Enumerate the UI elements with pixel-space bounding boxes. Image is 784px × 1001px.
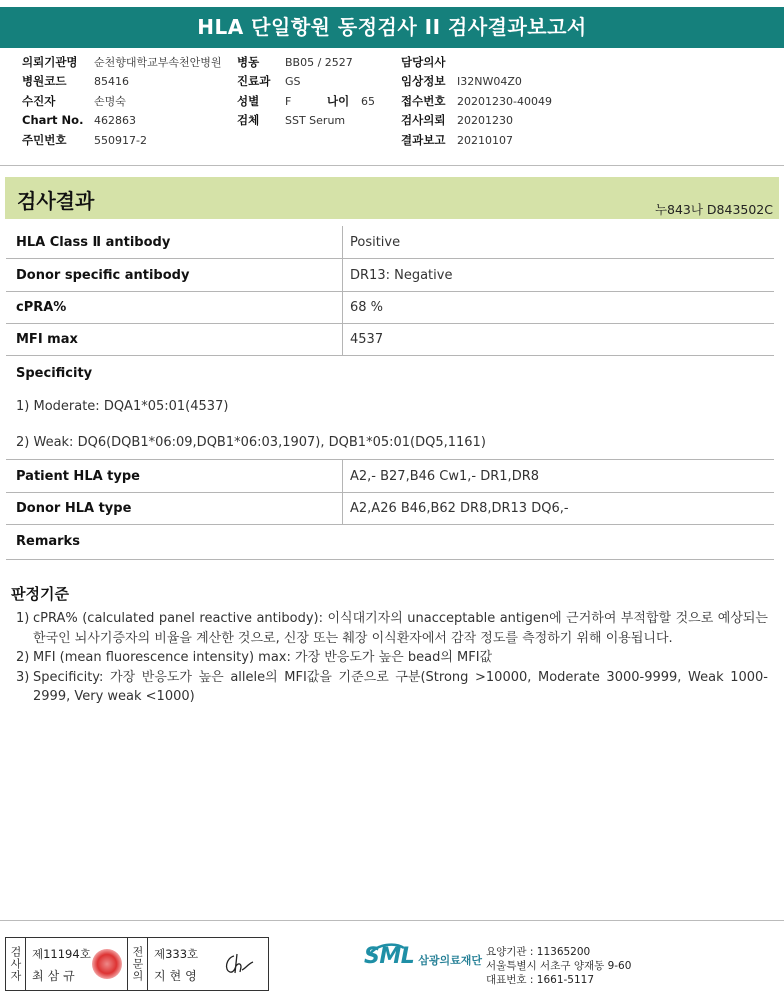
result-section-code: 누843나 D843502C <box>654 202 773 217</box>
sml-logo <box>364 944 482 969</box>
value-patient: 손명숙 <box>94 94 126 108</box>
value-dept: GS <box>285 75 301 89</box>
value-sex: F <box>285 94 292 108</box>
examiner-cell <box>26 938 128 990</box>
patient-info-right <box>401 53 552 150</box>
criteria-text: cPRA% (calculated panel reactive antibody): 이식대기자의 unacceptable antigen에 근거하여 부적합할 것으로 예상되는 한국인 뇌사기증자의 비율을 계산한 것으로, 신장 또는 췌장 이식환자에서 감작 정도를 측정하기 위해 이용됩니다. <box>33 611 768 646</box>
patient-info-left <box>22 53 222 150</box>
criteria-item <box>16 609 768 648</box>
value-request-date: 20201230 <box>457 114 513 128</box>
result-row-patient-hla <box>6 460 774 493</box>
specialist-id: 제333호 <box>154 947 199 961</box>
result-value: 4537 <box>350 332 384 347</box>
specificity-label: Specificity <box>16 366 93 381</box>
care-institution: 요양기관 : 11365200 <box>486 946 591 958</box>
label-doctor: 담당의사 <box>401 55 446 69</box>
value-receipt-no: 20201230-40049 <box>457 94 552 108</box>
result-label: MFI max <box>6 324 343 355</box>
value-age: 65 <box>361 94 375 108</box>
result-row-class2 <box>6 226 774 259</box>
result-value: Positive <box>350 234 401 250</box>
result-row-mfi <box>6 324 774 356</box>
value-ward: BB05 / 2527 <box>285 56 353 69</box>
specialist-name: 지현영 <box>154 969 201 983</box>
examiner-id: 제11194호 <box>32 947 91 961</box>
result-value: A2,- B27,B46 Cw1,- DR1,DR8 <box>350 468 540 484</box>
result-label: Patient HLA type <box>6 460 343 492</box>
report-title: HLA 단일항원 동정검사 II 검사결과보고서 <box>0 7 784 48</box>
value-institution: 순천향대학교부속천안병원 <box>94 56 222 69</box>
criteria-item <box>16 668 768 707</box>
value-hospital-code: 85416 <box>94 75 129 89</box>
result-row-specificity <box>6 356 774 460</box>
label-sex: 성별 <box>237 93 260 108</box>
patient-info-middle <box>237 53 375 131</box>
label-chart-no: Chart No. <box>22 113 84 128</box>
result-value: 68 % <box>350 300 384 315</box>
label-ward: 병동 <box>237 55 260 69</box>
value-report-date: 20210107 <box>457 133 513 147</box>
result-row-cpra <box>6 292 774 324</box>
result-value: DR13: Negative <box>350 267 453 283</box>
footer-divider <box>0 920 784 921</box>
label-patient: 수진자 <box>22 93 56 108</box>
logo-org-name: 삼광의료재단 <box>418 953 483 967</box>
signature-icon <box>222 952 256 976</box>
label-clinical-info: 임상정보 <box>401 74 446 89</box>
label-request-date: 검사의뢰 <box>401 113 446 128</box>
seal-stamp-icon <box>92 949 122 979</box>
logo-text: SML <box>364 944 415 969</box>
value-chart-no: 462863 <box>94 114 136 128</box>
examiner-label: 검사자 <box>6 938 26 990</box>
divider <box>0 165 784 166</box>
label-dept: 진료과 <box>237 74 271 89</box>
result-table <box>6 226 774 560</box>
label-resident-no: 주민번호 <box>22 132 67 147</box>
signature-box <box>5 937 269 991</box>
result-value: A2,A26 B46,B62 DR8,DR13 DQ6,- <box>350 501 569 516</box>
label-specimen: 검체 <box>237 113 260 128</box>
specificity-line-2: 2) Weak: DQ6(DQB1*06:09,DQB1*06:03,1907), DQB1*05:01(DQ5,1161) <box>16 435 486 450</box>
result-row-dsa <box>6 259 774 292</box>
address: 서울특별시 서초구 양재동 9-60 <box>486 960 632 972</box>
criteria-item <box>16 648 768 668</box>
criteria-list <box>16 609 768 707</box>
value-resident-no: 550917-2 <box>94 133 147 147</box>
result-label: Donor HLA type <box>6 493 343 524</box>
label-institution: 의뢰기관명 <box>22 55 78 69</box>
criteria-text: Specificity: 가장 반응도가 높은 allele의 MFI값을 기준으로 구분(Strong >10000, Moderate 3000-9999, Weak 1000-2999, Very weak <1000) <box>33 669 768 704</box>
criteria-num: 3) <box>16 669 30 685</box>
examiner-name: 최삼규 <box>32 969 79 983</box>
value-clinical-info: I32NW04Z0 <box>457 75 522 89</box>
result-row-donor-hla <box>6 493 774 525</box>
criteria-num: 2) <box>16 650 30 665</box>
result-label: Donor specific antibody <box>6 259 343 291</box>
specificity-line-1: 1) Moderate: DQA1*05:01(4537) <box>16 399 229 414</box>
contact-info <box>486 945 631 987</box>
label-hospital-code: 병원코드 <box>22 74 67 89</box>
result-section-header <box>5 177 779 219</box>
specialist-label: 전문의 <box>128 938 148 990</box>
criteria-title: 판정기준 <box>11 585 69 603</box>
criteria-num: 1) <box>16 611 30 626</box>
result-row-remarks <box>6 525 774 560</box>
criteria-text: MFI (mean fluorescence intensity) max: 가장 반응도가 높은 bead의 MFI값 <box>33 650 493 665</box>
label-receipt-no: 접수번호 <box>401 93 446 108</box>
value-specimen: SST Serum <box>285 114 346 128</box>
remarks-label: Remarks <box>16 534 80 549</box>
result-label: cPRA% <box>6 292 343 323</box>
phone: 대표번호 : 1661-5117 <box>486 974 595 986</box>
label-age: 나이 <box>327 93 350 108</box>
result-label: HLA Class Ⅱ antibody <box>6 226 343 258</box>
specialist-cell <box>148 938 268 990</box>
label-report-date: 결과보고 <box>401 132 446 147</box>
result-section-title: 검사결과 <box>17 189 95 213</box>
